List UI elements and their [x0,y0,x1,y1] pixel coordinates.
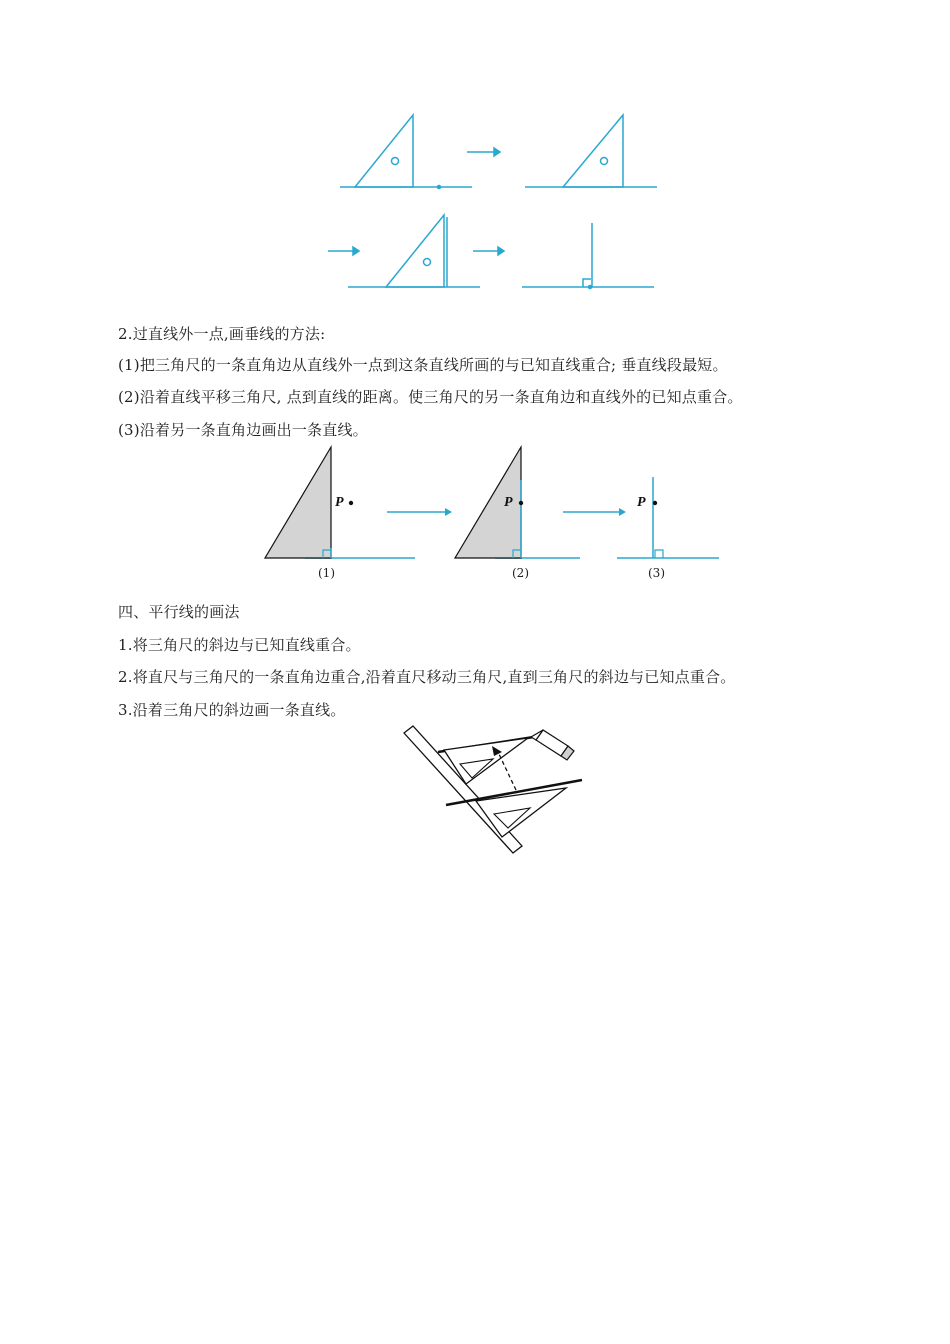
triangle-ruler-1 [355,115,413,187]
point-p-3 [653,501,657,505]
ruler-hole-3 [424,259,431,266]
arrow-3-head [498,247,504,255]
point-label-p3: P [637,495,646,510]
arrow-1-head [494,148,500,156]
arrow-2-head [353,247,359,255]
point-label-p1: P [335,495,344,510]
caption-3: (3) [648,566,665,580]
triangle-ruler-2 [563,115,623,187]
point-p-2 [519,501,523,505]
step-2-perpendicular: (2)沿着直线平移三角尺, 点到直线的距离。使三角尺的另一条直角边和直线外的已知点重合。 [118,388,743,406]
heading-parallel: 四、平行线的画法 [118,603,240,621]
arrow-p1-head [445,508,452,516]
ruler-hole-2 [601,158,608,165]
step-3-parallel: 3.沿着三角尺的斜边画一条直线。 [118,701,346,719]
figure-parallel-drawing [400,722,590,860]
heading-perpendicular-outside: 2.过直线外一点,画垂线的方法: [118,325,326,343]
figure-perpendicular-outside [255,440,735,590]
point-p-1 [349,501,353,505]
figure-perpendicular-on-line [320,105,670,300]
triangle-ruler-3 [386,215,444,287]
set-square-lower [476,788,566,837]
right-angle-p3 [655,550,663,558]
step-2-parallel: 2.将直尺与三角尺的一条直角边重合,沿着直尺移动三角尺,直到三角尺的斜边与已知点重合。 [118,668,736,686]
caption-1: (1) [318,566,335,580]
step-1-perpendicular: (1)把三角尺的一条直角边从直线外一点到这条直线所画的与已知直线重合; 垂直线段最短。 [118,356,728,374]
point-1 [438,186,441,189]
movement-arrow [498,752,516,790]
step-3-perpendicular: (3)沿着另一条直角边画出一条直线。 [118,421,368,439]
step-1-parallel: 1.将三角尺的斜边与已知直线重合。 [118,636,361,654]
foot-point-4 [589,286,592,289]
arrow-p2-head [619,508,626,516]
ruler-hole-1 [392,158,399,165]
set-square-p1 [265,447,331,558]
point-label-p2: P [504,495,513,510]
caption-2: (2) [512,566,529,580]
pencil-icon [531,730,574,760]
